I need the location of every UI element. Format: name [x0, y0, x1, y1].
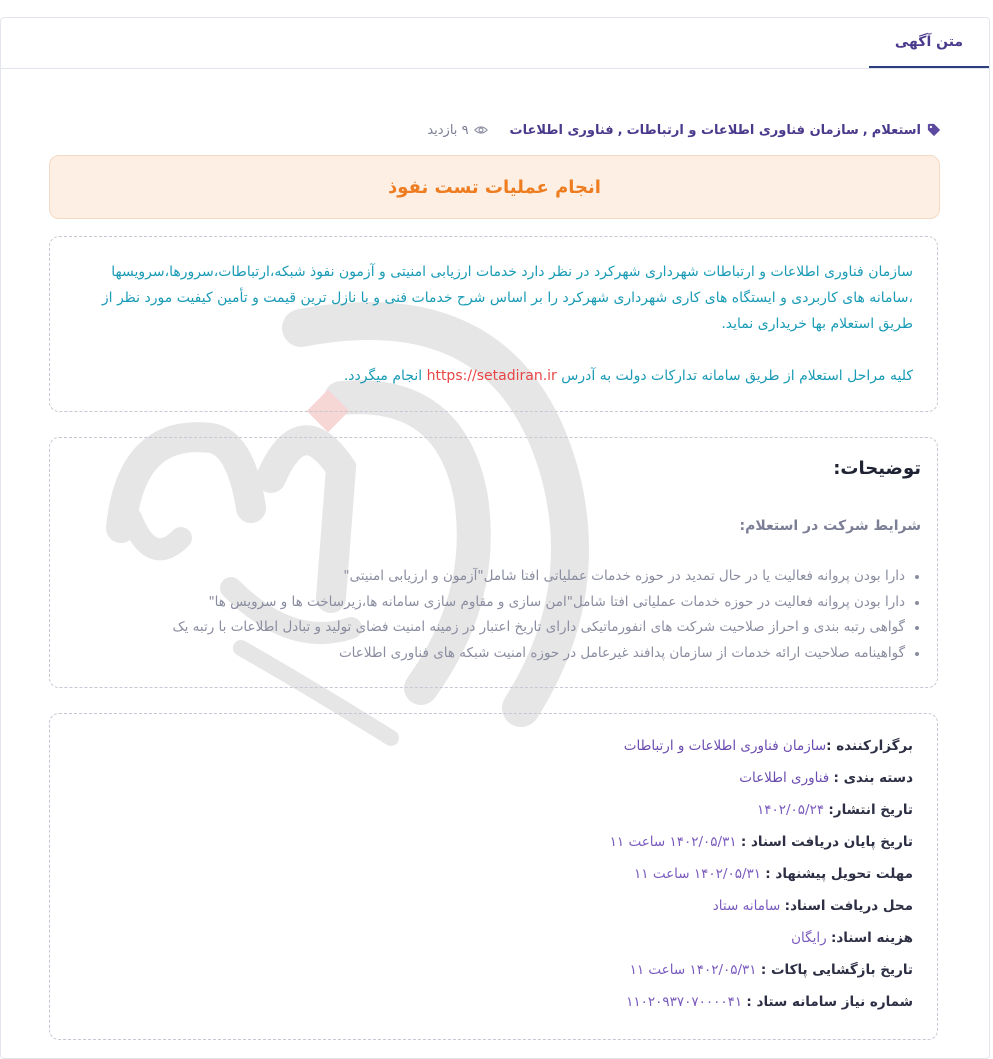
doc-deadline-label: تاریخ پایان دریافت اسناد :: [740, 834, 913, 850]
ad-meta-row: [49, 118, 941, 142]
category-separator: ,: [862, 122, 868, 138]
intro-box: [49, 236, 938, 412]
organizer-value: سازمان فناوری اطلاعات و ارتباطات: [623, 738, 827, 754]
publish-date-value: ۱۴۰۲/۰۵/۲۴: [757, 802, 825, 818]
organizer-label: برگزارکننده :: [826, 738, 913, 754]
opening-date-value: ۱۴۰۲/۰۵/۳۱ ساعت ۱۱: [629, 962, 757, 978]
conditions-heading: شرایط شرکت در استعلام:: [739, 518, 921, 534]
doc-cost-row: [74, 930, 913, 946]
setad-number-label: شماره نیاز سامانه ستاد :: [746, 994, 913, 1010]
doc-deadline-value: ۱۴۰۲/۰۵/۳۱ ساعت ۱۱: [609, 834, 737, 850]
category-label: دسته بندی :: [833, 770, 913, 786]
ad-title: انجام عملیات تست نفوذ: [49, 155, 940, 219]
eye-icon: [474, 123, 488, 137]
category-link-it-org[interactable]: سازمان فناوری اطلاعات و ارتباطات: [626, 122, 859, 138]
process-suffix: انجام میگردد.: [343, 368, 423, 384]
list-item: دارا بودن پروانه فعالیت در حوزه خدمات عملیاتی افتا شامل"امن سازی و مقاوم سازی سامانه ها،زیرساخت ها و سرویس ها": [66, 590, 913, 616]
view-count-text: ۹ بازدید: [427, 122, 469, 138]
publish-date-row: [74, 802, 913, 818]
opening-date-row: [74, 962, 913, 978]
process-prefix: کلیه مراحل استعلام از طریق سامانه تدارکات دولت به آدرس: [561, 368, 913, 384]
description-heading: توضیحات:: [833, 458, 921, 479]
list-item: گواهی رتبه بندی و احراز صلاحیت شرکت های انفورماتیکی دارای تاریخ اعتبار در زمینه امنیت فضای تولید و تبادل اطلاعات با رتبه یک: [66, 615, 913, 641]
category-value[interactable]: فناوری اطلاعات: [739, 770, 830, 786]
category-separator: ,: [617, 122, 623, 138]
doc-place-value: سامانه ستاد: [712, 898, 781, 914]
ad-panel: [0, 17, 990, 1059]
description-box: [49, 437, 938, 688]
conditions-list: [66, 564, 921, 666]
view-count: [427, 123, 487, 138]
category-link-inquiry[interactable]: استعلام: [871, 122, 921, 138]
setad-number-row: [74, 994, 913, 1010]
details-box: [49, 713, 938, 1040]
doc-place-row: [74, 898, 913, 914]
doc-place-label: محل دریافت اسناد:: [784, 898, 913, 914]
category-row: [74, 770, 913, 786]
list-item: دارا بودن پروانه فعالیت یا در حال تمدید در حوزه خدمات عملیاتی افتا شامل"آزمون و ارزیابی امنیتی": [66, 564, 913, 590]
tab-ad-text[interactable]: متن آگهی: [869, 18, 989, 68]
bid-deadline-row: [74, 866, 913, 882]
process-paragraph: [74, 363, 913, 389]
tab-bar: [1, 18, 989, 69]
setad-link[interactable]: https://setadiran.ir: [426, 368, 557, 384]
doc-deadline-row: [74, 834, 913, 850]
organizer-row: [74, 738, 913, 754]
tag-icon: [927, 123, 941, 137]
list-item: گواهینامه صلاحیت ارائه خدمات از سازمان پدافند غیرعامل در حوزه امنیت شبکه های فناوری اطلاعات: [66, 641, 913, 667]
publish-date-label: تاریخ انتشار:: [828, 802, 913, 818]
doc-cost-label: هزینه اسناد:: [830, 930, 913, 946]
opening-date-label: تاریخ بازگشایی پاکات :: [760, 962, 913, 978]
intro-paragraph: سازمان فناوری اطلاعات و ارتباطات شهرداری شهرکرد در نظر دارد خدمات ارزیابی امنیتی و آزمون نفوذ شبکه،ارتباطات،سرورها،سرویسها ،سامانه های کاربردی و ایستگاه های کاری شهرداری شهرکرد را بر اساس شرح خدمات فنی و با نازل ترین قیمت و تأمین کیفیت مورد نظر از طریق استعلام بها خریداری نماید.: [101, 264, 913, 332]
bid-deadline-value: ۱۴۰۲/۰۵/۳۱ ساعت ۱۱: [634, 866, 761, 882]
doc-cost-value: رایگان: [791, 930, 827, 946]
bid-deadline-label: مهلت تحویل پیشنهاد :: [765, 866, 913, 882]
setad-number-value: ۱۱۰۲۰۹۳۷۰۷۰۰۰۰۴۱: [626, 994, 743, 1010]
category-link-it[interactable]: فناوری اطلاعات: [509, 122, 614, 138]
